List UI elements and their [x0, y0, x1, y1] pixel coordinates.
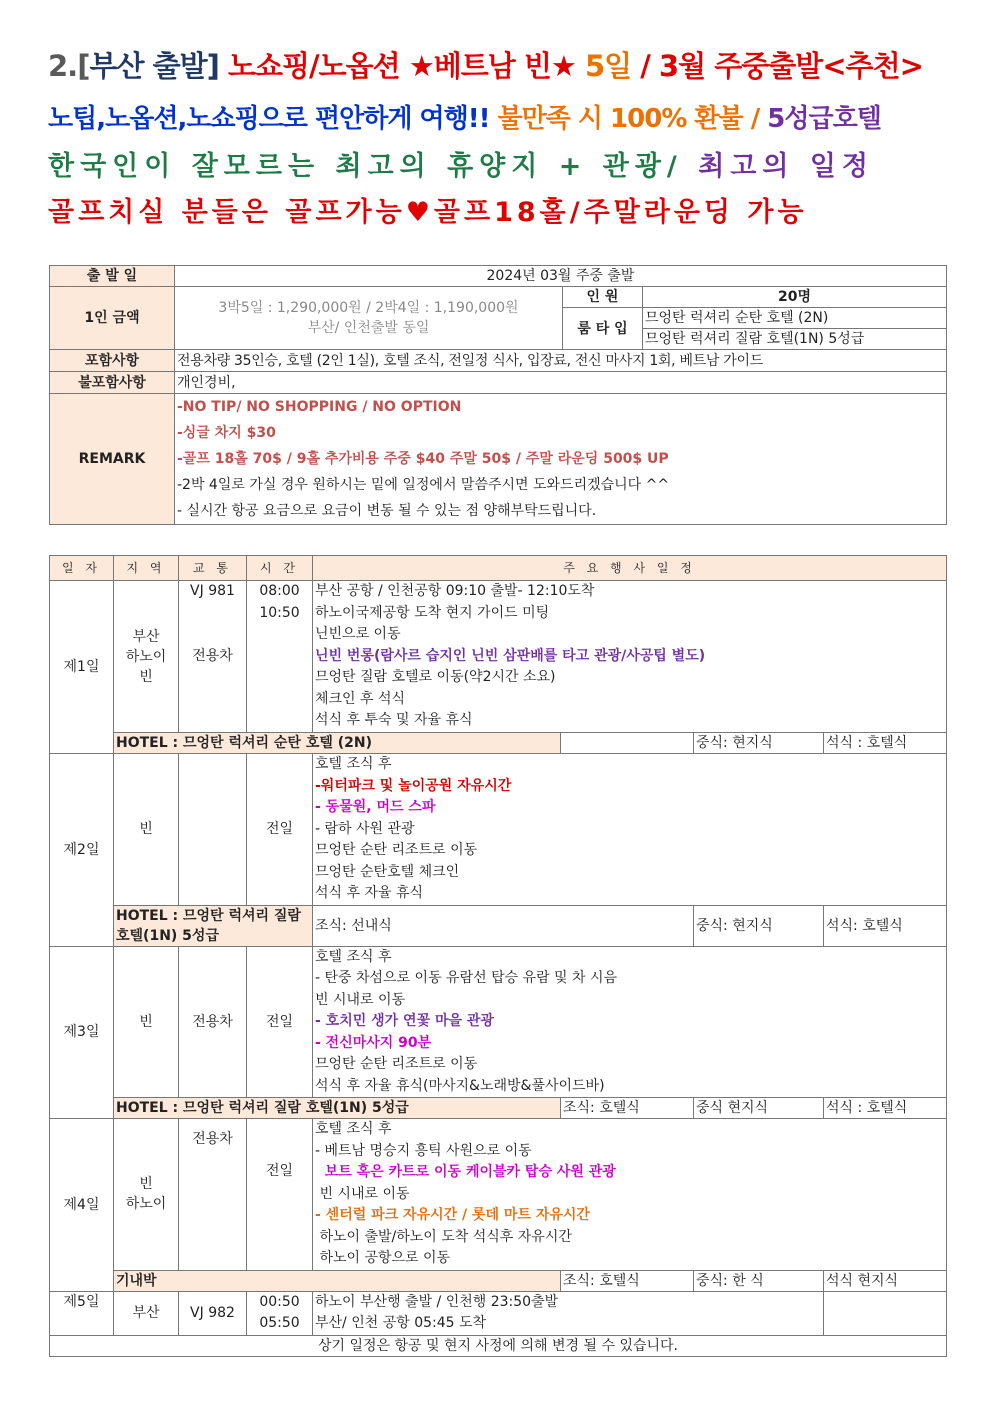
day-label: 제5일 — [50, 1291, 114, 1335]
activities: 부산 공항 / 인천공항 09:10 출발- 12:10도착 하노이국제공항 도착 현지 가이드 미팅 닌빈으로 이동 닌빈 번롱(람사르 습지인 닌빈 삼판배를 타고 관광/사공팁 별도) 므엉탄 질람 호텔로 이동(약2시간 소요) 체크인 후 석식 석식 후 투숙 및 자율 휴식 — [313, 581, 947, 733]
exclude-label: 불포함사항 — [50, 372, 175, 394]
title-segment: 노팁,노옵션,노쇼핑으로 편안하게 여행!! — [48, 104, 498, 134]
transport: 전용차 — [179, 1119, 247, 1271]
meal-lunch: 중식 현지식 — [694, 1098, 824, 1119]
meal-breakfast: 조식: 호텔식 — [561, 1270, 694, 1291]
departure-value: 2024년 03월 주중 출발 — [175, 266, 947, 287]
meal-dinner: 석식 : 호텔식 — [824, 1098, 947, 1119]
day-label: 제2일 — [50, 754, 114, 947]
title-segment: 2.[ — [48, 49, 90, 83]
time: 00:50 05:50 — [247, 1291, 313, 1335]
title-segment: 노쇼핑/노옵션 — [218, 49, 409, 83]
hotel-name: HOTEL : 므엉탄 럭셔리 질람 호텔(1N) 5성급 — [114, 905, 313, 946]
meal-dinner: 석식 : 호텔식 — [824, 733, 947, 754]
day-label: 제3일 — [50, 946, 114, 1119]
transport — [179, 754, 247, 906]
title-line-2 — [48, 98, 881, 135]
include-value: 전용차량 35인승, 호텔 (2인 1실), 호텔 조식, 전일정 식사, 입장료, 전신 마사지 1회, 베트남 가이드 — [175, 350, 947, 372]
col-header-transport: 교 통 — [179, 556, 247, 581]
tour-info-table — [49, 265, 947, 525]
col-header-activities: 주 요 행 사 일 정 — [313, 556, 947, 581]
title-segment: / 3월 주중출발<추천> — [631, 49, 923, 83]
remark-item: - 실시간 항공 요금으로 요금이 변동 될 수 있는 점 양해부탁드립니다. — [177, 503, 597, 519]
remark-item: -싱글 차지 $30 — [177, 425, 276, 441]
title-line-3 — [48, 144, 874, 183]
remark-item: -NO TIP/ NO SHOPPING / NO OPTION — [177, 399, 462, 415]
col-header-time: 시 간 — [247, 556, 313, 581]
room-label: 룸 타 입 — [563, 308, 643, 350]
title-segment: 5성급호텔 — [767, 104, 881, 134]
remark-list — [175, 394, 947, 525]
room-type-1: 므엉탄 럭셔리 순탄 호텔 (2N) — [643, 308, 947, 329]
departure-label: 출 발 일 — [50, 266, 175, 287]
activities: 하노이 부산행 출발 / 인천행 23:50출발 부산/ 인천 공항 05:45 도착 — [313, 1291, 824, 1335]
meal-lunch: 중식: 현지식 — [694, 733, 824, 754]
region: 빈 하노이 — [114, 1119, 179, 1271]
meal-lunch: 중식: 현지식 — [694, 905, 824, 946]
day-label: 제4일 — [50, 1119, 114, 1292]
title-line-4 — [48, 190, 808, 229]
room-type-2: 므엉탄 럭셔리 질람 호텔(1N) 5성급 — [643, 329, 947, 350]
title-segment: ★베트남 빈★ — [408, 49, 576, 83]
activities: 호텔 조식 후 - 탄중 차섬으로 이동 유람선 탑승 유람 및 차 시음 빈 시내로 이동 - 호치민 생가 연꽃 마을 관광 - 전신마사지 90분 므엉탄 순탄 리조트로 이동 석식 후 자율 휴식(마사지&노래방&풀사이드바) — [313, 946, 947, 1098]
day-label: 제1일 — [50, 581, 114, 754]
footer-note: 상기 일정은 항공 및 현지 사정에 의해 변경 될 수 있습니다. — [50, 1335, 947, 1356]
region: 부산 — [114, 1291, 179, 1335]
transport: VJ 981 전용차 — [179, 581, 247, 733]
time: 전일 — [247, 946, 313, 1098]
time: 전일 — [247, 754, 313, 906]
meal-lunch: 중식: 한 식 — [694, 1270, 824, 1291]
time: 전일 — [247, 1119, 313, 1271]
title-line-1 — [48, 44, 923, 85]
meal-dinner: 석식 현지식 — [824, 1270, 947, 1291]
pax-value: 20명 — [643, 287, 947, 308]
title-segment: 한국인이 잘모르는 최고의 휴양지 + 관광/ — [48, 151, 699, 182]
hotel-name: HOTEL : 므엉탄 럭셔리 질람 호텔(1N) 5성급 — [114, 1098, 561, 1119]
title-segment: 5일 — [575, 49, 632, 83]
include-label: 포함사항 — [50, 350, 175, 372]
activities: 호텔 조식 후 - 베트남 명승지 흥틱 사원으로 이동 보트 혹은 카트로 이동 케이블카 탑승 사원 관광 빈 시내로 이동 - 센터럴 파크 자유시간 / 롯데 마트 자유시간 하노이 출발/하노이 도착 석식후 자유시간 하노이 공항으로 이동 — [313, 1119, 947, 1271]
title-segment: 불만족 시 100% 환불 / — [497, 104, 768, 134]
transport: VJ 982 — [179, 1291, 247, 1335]
remark-item: -골프 18홀 70$ / 9홀 추가비용 주중 $40 주말 50$ / 주말 라운딩 500$ UP — [177, 451, 669, 467]
title-segment: 골프치실 분들은 골프가능♥골프18홀/주말라운딩 가능 — [48, 197, 808, 228]
region: 빈 — [114, 754, 179, 906]
activities: 호텔 조식 후 -워터파크 및 놀이공원 자유시간 - 동물원, 머드 스파 - 람하 사원 관광 므엉탄 순탄 리조트로 이동 므엉탄 순탄호텔 체크인 석식 후 자율 휴식 — [313, 754, 947, 906]
itinerary-table — [49, 555, 947, 1357]
region: 빈 — [114, 946, 179, 1098]
remark-item: -2박 4일로 가실 경우 원하시는 밑에 일정에서 말씀주시면 도와드리겠습니다 ^^ — [177, 477, 670, 493]
price-value: 3박5일 : 1,290,000원 / 2박4일 : 1,190,000원 부산/ 인천출발 동일 — [175, 287, 563, 350]
meal-dinner: 석식: 호텔식 — [824, 905, 947, 946]
region: 부산 하노이 빈 — [114, 581, 179, 733]
title-segment: 부산 출발] — [89, 49, 219, 83]
price-label: 1인 금액 — [50, 287, 175, 350]
title-segment: 최고의 일정 — [698, 151, 875, 182]
col-header-region: 지 역 — [114, 556, 179, 581]
hotel-name: HOTEL : 므엉탄 럭셔리 순탄 호텔 (2N) — [114, 733, 561, 754]
transport: 전용차 — [179, 946, 247, 1098]
meal-breakfast: 조식: 선내식 — [313, 905, 694, 946]
meal-breakfast — [561, 733, 694, 754]
exclude-value: 개인경비, — [175, 372, 947, 394]
meal-breakfast: 조식: 호텔식 — [561, 1098, 694, 1119]
col-header-day: 일 자 — [50, 556, 114, 581]
hotel-name: 기내박 — [114, 1270, 561, 1291]
pax-label: 인 원 — [563, 287, 643, 308]
remark-label: REMARK — [50, 394, 175, 525]
time: 08:00 10:50 — [247, 581, 313, 733]
